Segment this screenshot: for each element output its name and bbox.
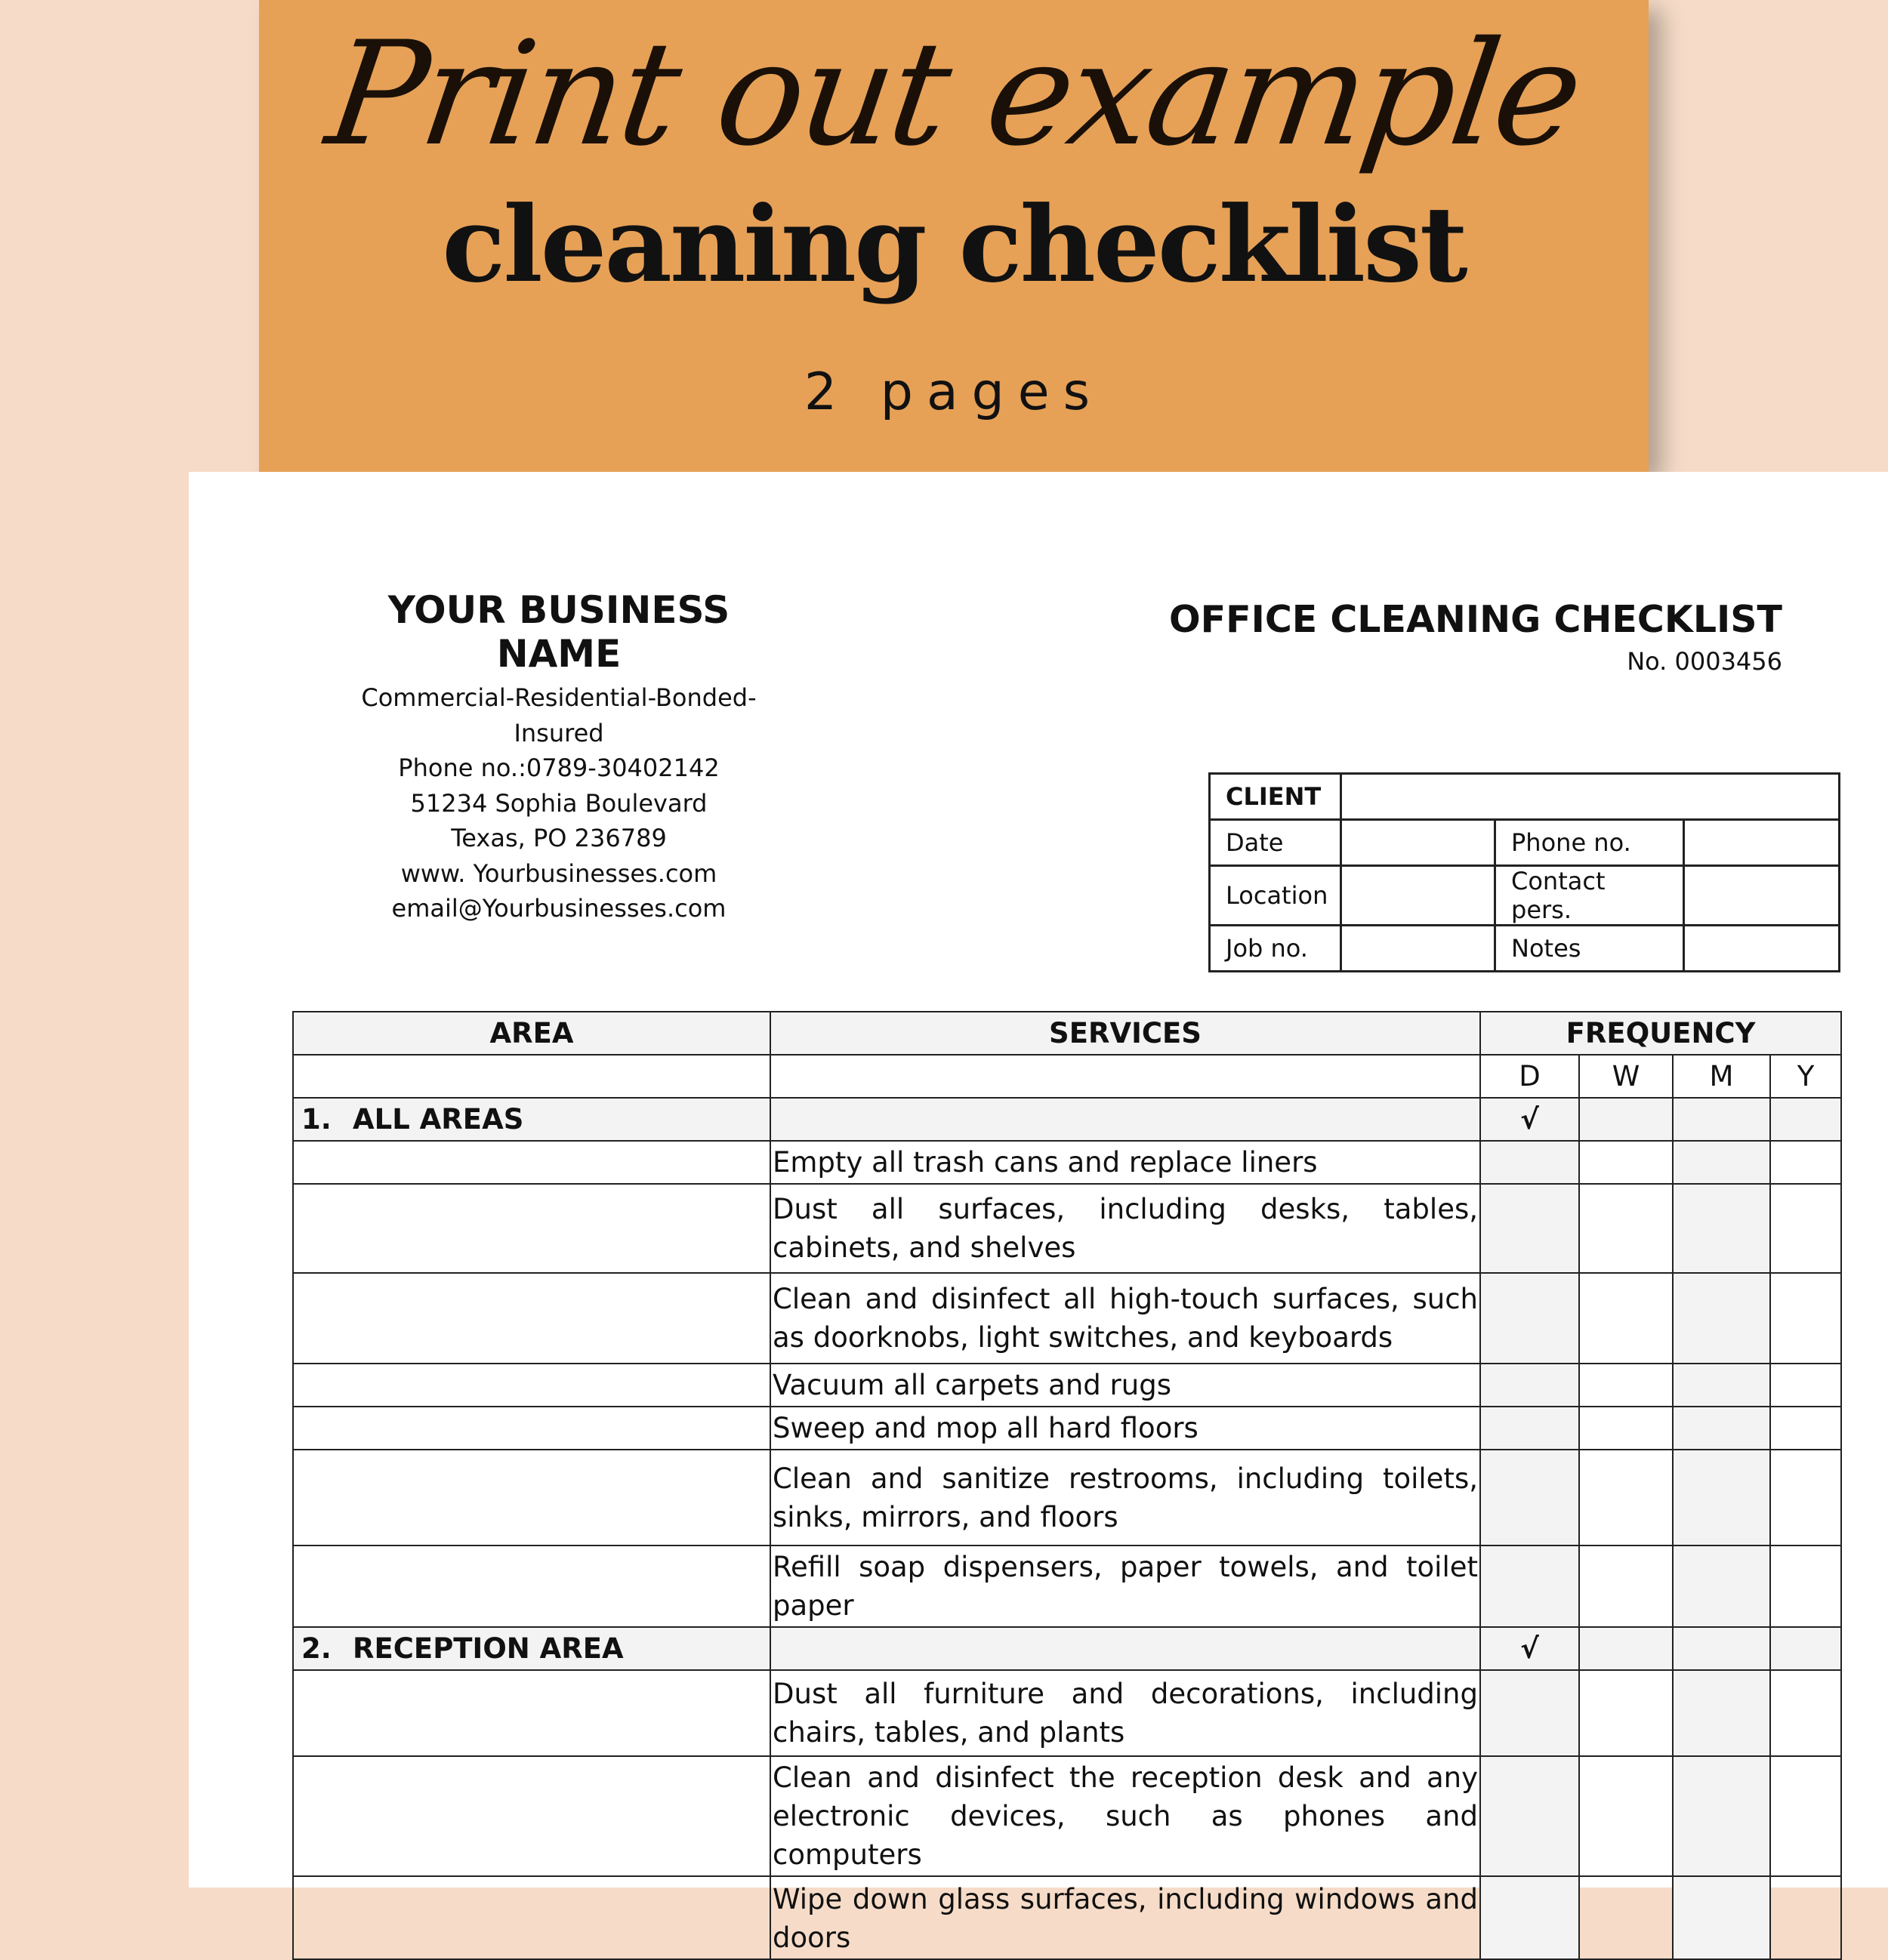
- daily-check-cell[interactable]: [1480, 1876, 1579, 1959]
- date-label: Date: [1210, 820, 1341, 866]
- weekly-check-cell[interactable]: [1579, 1098, 1673, 1141]
- freq-monthly-header: M: [1673, 1055, 1770, 1098]
- frequency-header: FREQUENCY: [1480, 1012, 1841, 1055]
- task-area-cell: [293, 1184, 770, 1273]
- section-number: 2.: [301, 1632, 332, 1665]
- job-label: Job no.: [1210, 926, 1341, 972]
- section-row: [293, 1098, 1841, 1141]
- weekly-check-cell[interactable]: [1579, 1756, 1673, 1876]
- daily-check-mark[interactable]: √: [1480, 1627, 1579, 1670]
- task-service: Dust all surfaces, including desks, tables, cabinets, and shelves: [770, 1184, 1480, 1273]
- monthly-check-cell[interactable]: [1673, 1364, 1770, 1407]
- section-services-cell: [770, 1098, 1480, 1141]
- monthly-check-cell[interactable]: [1673, 1098, 1770, 1141]
- client-label: CLIENT: [1210, 774, 1341, 820]
- business-name: YOUR BUSINESS NAME: [387, 588, 730, 676]
- task-area-cell: [293, 1670, 770, 1756]
- yearly-check-cell[interactable]: [1770, 1184, 1841, 1273]
- location-field[interactable]: [1341, 866, 1495, 926]
- weekly-check-cell[interactable]: [1579, 1273, 1673, 1364]
- document-header: [1169, 599, 1782, 676]
- task-area-cell: [293, 1364, 770, 1407]
- task-area-cell: [293, 1756, 770, 1876]
- daily-check-cell[interactable]: [1480, 1546, 1579, 1627]
- yearly-check-cell[interactable]: [1770, 1450, 1841, 1546]
- daily-check-cell[interactable]: [1480, 1670, 1579, 1756]
- monthly-check-cell[interactable]: [1673, 1184, 1770, 1273]
- section-name: ALL AREAS: [353, 1103, 524, 1136]
- task-service: Sweep and mop all hard floors: [770, 1407, 1480, 1450]
- daily-check-cell[interactable]: [1480, 1407, 1579, 1450]
- monthly-check-cell[interactable]: [1673, 1407, 1770, 1450]
- monthly-check-cell[interactable]: [1673, 1546, 1770, 1627]
- weekly-check-cell[interactable]: [1579, 1627, 1673, 1670]
- weekly-check-cell[interactable]: [1579, 1364, 1673, 1407]
- contact-field[interactable]: [1684, 866, 1840, 926]
- task-area-cell: [293, 1546, 770, 1627]
- area-header: AREA: [293, 1012, 770, 1055]
- banner-subtitle: 2 pages: [804, 362, 1104, 422]
- monthly-check-cell[interactable]: [1673, 1670, 1770, 1756]
- section-services-cell: [770, 1627, 1480, 1670]
- task-row: [293, 1184, 1841, 1273]
- section-number: 1.: [301, 1103, 332, 1136]
- monthly-check-cell[interactable]: [1673, 1450, 1770, 1546]
- daily-check-mark[interactable]: √: [1480, 1098, 1579, 1141]
- daily-check-cell[interactable]: [1480, 1184, 1579, 1273]
- phone-label: Phone no.: [1495, 820, 1684, 866]
- document-number: No. 0003456: [1627, 647, 1782, 676]
- task-area-cell: [293, 1876, 770, 1959]
- weekly-check-cell[interactable]: [1579, 1407, 1673, 1450]
- banner-title: cleaning checklist: [442, 183, 1466, 306]
- task-row: [293, 1876, 1841, 1959]
- business-street: 51234 Sophia Boulevard: [410, 788, 708, 818]
- checklist-sheet: [189, 472, 1888, 1954]
- freq-weekly-header: W: [1579, 1055, 1673, 1098]
- client-field[interactable]: [1341, 774, 1840, 820]
- area-subheader: [293, 1055, 770, 1098]
- yearly-check-cell[interactable]: [1770, 1364, 1841, 1407]
- yearly-check-cell[interactable]: [1770, 1670, 1841, 1756]
- task-area-cell: [293, 1407, 770, 1450]
- business-tagline: Commercial-Residential-Bonded-Insured: [361, 683, 757, 747]
- business-email: email@Yourbusinesses.com: [391, 894, 727, 923]
- yearly-check-cell[interactable]: [1770, 1627, 1841, 1670]
- task-row: [293, 1364, 1841, 1407]
- task-service: Wipe down glass surfaces, including windows and doors: [770, 1876, 1480, 1959]
- daily-check-cell[interactable]: [1480, 1450, 1579, 1546]
- contact-label: Contact pers.: [1495, 866, 1684, 926]
- daily-check-cell[interactable]: [1480, 1273, 1579, 1364]
- yearly-check-cell[interactable]: [1770, 1141, 1841, 1184]
- client-info-table: [1208, 772, 1840, 972]
- date-field[interactable]: [1341, 820, 1495, 866]
- document-title: OFFICE CLEANING CHECKLIST: [1169, 598, 1782, 641]
- monthly-check-cell[interactable]: [1673, 1273, 1770, 1364]
- weekly-check-cell[interactable]: [1579, 1184, 1673, 1273]
- weekly-check-cell[interactable]: [1579, 1876, 1673, 1959]
- yearly-check-cell[interactable]: [1770, 1876, 1841, 1959]
- weekly-check-cell[interactable]: [1579, 1141, 1673, 1184]
- section-row: [293, 1627, 1841, 1670]
- monthly-check-cell[interactable]: [1673, 1141, 1770, 1184]
- services-subheader: [770, 1055, 1480, 1098]
- yearly-check-cell[interactable]: [1770, 1407, 1841, 1450]
- freq-daily-header: D: [1480, 1055, 1579, 1098]
- phone-field[interactable]: [1684, 820, 1840, 866]
- task-area-cell: [293, 1273, 770, 1364]
- banner: [259, 0, 1649, 472]
- notes-label: Notes: [1495, 926, 1684, 972]
- daily-check-cell[interactable]: [1480, 1756, 1579, 1876]
- daily-check-cell[interactable]: [1480, 1364, 1579, 1407]
- services-header: SERVICES: [770, 1012, 1480, 1055]
- yearly-check-cell[interactable]: [1770, 1546, 1841, 1627]
- business-phone: Phone no.:0789-30402142: [398, 753, 720, 782]
- daily-check-cell[interactable]: [1480, 1141, 1579, 1184]
- weekly-check-cell[interactable]: [1579, 1546, 1673, 1627]
- business-website: www. Yourbusinesses.com: [400, 858, 717, 888]
- task-row: [293, 1450, 1841, 1546]
- task-area-cell: [293, 1141, 770, 1184]
- business-city: Texas, PO 236789: [451, 824, 667, 852]
- job-field[interactable]: [1341, 926, 1495, 972]
- yearly-check-cell[interactable]: [1770, 1098, 1841, 1141]
- task-service: Clean and disinfect all high-touch surfaces, such as doorknobs, light switches, and keyboards: [770, 1273, 1480, 1364]
- weekly-check-cell[interactable]: [1579, 1670, 1673, 1756]
- monthly-check-cell[interactable]: [1673, 1876, 1770, 1959]
- task-service: Refill soap dispensers, paper towels, and toilet paper: [770, 1546, 1480, 1627]
- location-label: Location: [1210, 866, 1341, 926]
- task-row: [293, 1756, 1841, 1876]
- task-service: Clean and disinfect the reception desk and any electronic devices, such as phones and computers: [770, 1756, 1480, 1876]
- business-info: [325, 589, 793, 926]
- task-row: [293, 1407, 1841, 1450]
- checklist-table: [292, 1011, 1842, 1960]
- task-row: [293, 1141, 1841, 1184]
- yearly-check-cell[interactable]: [1770, 1756, 1841, 1876]
- task-service: Empty all trash cans and replace liners: [770, 1141, 1480, 1184]
- task-row: [293, 1273, 1841, 1364]
- task-service: Clean and sanitize restrooms, including toilets, sinks, mirrors, and floors: [770, 1450, 1480, 1546]
- monthly-check-cell[interactable]: [1673, 1627, 1770, 1670]
- task-area-cell: [293, 1450, 770, 1546]
- section-title: [293, 1627, 770, 1670]
- freq-yearly-header: Y: [1770, 1055, 1841, 1098]
- task-row: [293, 1546, 1841, 1627]
- task-service: Dust all furniture and decorations, including chairs, tables, and plants: [770, 1670, 1480, 1756]
- banner-script-title: Print out example: [318, 11, 1590, 177]
- yearly-check-cell[interactable]: [1770, 1273, 1841, 1364]
- monthly-check-cell[interactable]: [1673, 1756, 1770, 1876]
- notes-field[interactable]: [1684, 926, 1840, 972]
- section-name: RECEPTION AREA: [353, 1632, 624, 1665]
- task-row: [293, 1670, 1841, 1756]
- weekly-check-cell[interactable]: [1579, 1450, 1673, 1546]
- task-service: Vacuum all carpets and rugs: [770, 1364, 1480, 1407]
- section-title: [293, 1098, 770, 1141]
